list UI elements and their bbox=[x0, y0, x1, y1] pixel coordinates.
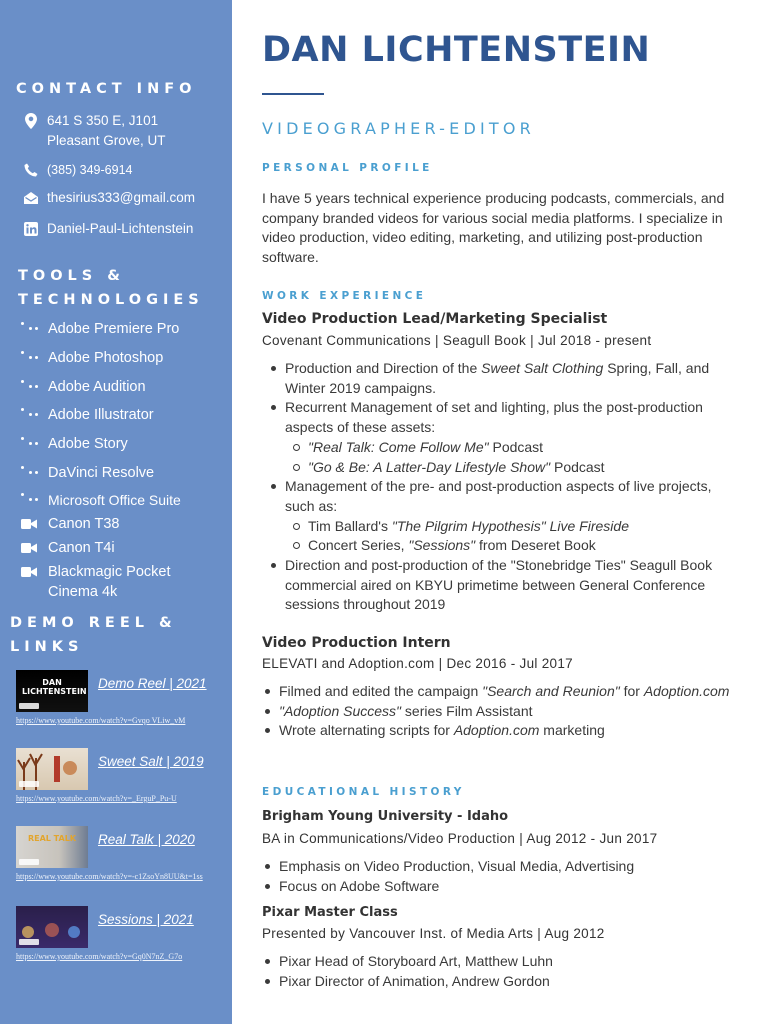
demo-url-link[interactable]: https://www.youtube.com/watch?v=Gq0N7nZ_G7o bbox=[16, 952, 183, 961]
edu2-title: Pixar Master Class bbox=[262, 905, 398, 920]
thumbnail-text: DAN LICHTENSTEIN bbox=[22, 678, 87, 696]
list-item: Filmed and edited the campaign "Search and Reunion" for Adoption.com bbox=[256, 682, 736, 702]
work-heading: WORK EXPERIENCE bbox=[262, 290, 427, 302]
tool-item bbox=[20, 348, 163, 368]
sub-list-item: Tim Ballard's "The Pilgrim Hypothesis" Live Fireside bbox=[285, 517, 742, 537]
camera-item bbox=[20, 538, 115, 558]
play-icon bbox=[19, 703, 39, 709]
linkedin-icon bbox=[22, 219, 40, 239]
camera-label-line: Canon T38 bbox=[48, 516, 120, 532]
dots-bullet-icon bbox=[20, 463, 48, 483]
role-title: VIDEOGRAPHER-EDITOR bbox=[262, 119, 535, 138]
demo-heading: DEMO REEL & LINKS bbox=[10, 615, 177, 655]
contact-phone bbox=[22, 160, 132, 180]
sub-list-item: "Real Talk: Come Follow Me" Podcast bbox=[285, 438, 742, 458]
phone-text[interactable]: (385) 349-6914 bbox=[47, 163, 133, 177]
location-pin-icon bbox=[22, 111, 40, 131]
tool-label: Adobe Photoshop bbox=[48, 350, 164, 366]
camera-label-line: Canon T4i bbox=[48, 540, 115, 556]
job2-sub: ELEVATI and Adoption.com | Dec 2016 - Jul 2017 bbox=[262, 656, 573, 671]
list-item: Production and Direction of the Sweet Salt Clothing Spring, Fall, and Winter 2019 campaigns. bbox=[262, 359, 742, 398]
education-heading: EDUCATIONAL HISTORY bbox=[262, 786, 465, 798]
demo-title-link[interactable]: Sessions | 2021 bbox=[98, 912, 194, 927]
camera-label bbox=[48, 514, 119, 534]
video-camera-icon bbox=[20, 538, 48, 558]
list-item: Management of the pre- and post-production aspects of live projects, such as: Tim Ballard's "The Pilgrim Hypothesis" Live Fireside Concert Series, "Sessions" from Deseret Book bbox=[262, 477, 742, 556]
demo-title-link[interactable]: Real Talk | 2020 bbox=[98, 832, 195, 847]
sub-list-item: Concert Series, "Sessions" from Deseret Book bbox=[285, 536, 742, 556]
demo-url-link[interactable]: https://www.youtube.com/watch?v=Gvqo VLiw_vM bbox=[16, 716, 186, 725]
tool-item bbox=[20, 377, 146, 397]
phone-icon bbox=[22, 160, 40, 180]
sub-list-item: "Go & Be: A Latter-Day Lifestyle Show" Podcast bbox=[285, 458, 742, 478]
video-thumbnail[interactable] bbox=[16, 748, 88, 790]
dots-bullet-icon bbox=[20, 319, 48, 339]
video-thumbnail[interactable] bbox=[16, 906, 88, 948]
list-item: Recurrent Management of set and lighting, plus the post-production aspects of these assets: "Real Talk: Come Follow Me" Podcast "Go & Be: A Latter-Day Lifestyle Show" Podcast bbox=[262, 398, 742, 477]
tool-label: Adobe Illustrator bbox=[48, 407, 154, 423]
title-divider bbox=[262, 93, 324, 95]
video-camera-icon bbox=[20, 514, 48, 534]
job1-title: Video Production Lead/Marketing Specialist bbox=[262, 311, 608, 327]
thumbnail-text: REAL TALK bbox=[27, 834, 77, 843]
dots-bullet-icon bbox=[20, 377, 48, 397]
job1-bullets bbox=[262, 359, 742, 615]
list-item: Emphasis on Video Production, Visual Media, Advertising bbox=[256, 857, 736, 877]
camera-item bbox=[20, 514, 119, 534]
tools-heading: TOOLS & TECHNOLOGIES bbox=[18, 268, 204, 308]
tool-label: Adobe Premiere Pro bbox=[48, 321, 180, 337]
dots-bullet-icon bbox=[20, 490, 48, 510]
tool-item bbox=[20, 490, 181, 510]
contact-email bbox=[22, 188, 195, 208]
camera-label bbox=[48, 562, 171, 602]
email-link[interactable]: thesirius333@gmail.com bbox=[47, 190, 196, 205]
linkedin-link[interactable]: Daniel-Paul-Lichtenstein bbox=[47, 221, 194, 236]
candidate-name: DAN LICHTENSTEIN bbox=[262, 30, 651, 70]
tool-label: Adobe Story bbox=[48, 436, 128, 452]
video-thumbnail[interactable] bbox=[16, 826, 88, 868]
job2-bullets bbox=[256, 682, 736, 741]
play-icon bbox=[19, 859, 39, 865]
edu1-title: Brigham Young University - Idaho bbox=[262, 809, 509, 824]
contact-address bbox=[22, 111, 166, 151]
list-item: "Adoption Success" series Film Assistant bbox=[256, 702, 736, 722]
sidebar bbox=[0, 0, 232, 1024]
demo-url-link[interactable]: https://www.youtube.com/watch?v=-c1ZsoYn8UU&t=1ss bbox=[16, 872, 203, 881]
list-item: Wrote alternating scripts for Adoption.com marketing bbox=[256, 721, 736, 741]
demo-title-link[interactable]: Demo Reel | 2021 bbox=[98, 676, 207, 691]
edu2-sub: Presented by Vancouver Inst. of Media Arts | Aug 2012 bbox=[262, 926, 605, 941]
contact-linkedin bbox=[22, 219, 193, 239]
edu2-bullets bbox=[256, 952, 736, 991]
camera-item bbox=[20, 562, 171, 602]
play-icon bbox=[19, 781, 39, 787]
address-line1: 641 S 350 E, J101 bbox=[47, 113, 159, 128]
dots-bullet-icon bbox=[20, 405, 48, 425]
address-line2: Pleasant Grove, UT bbox=[47, 133, 166, 148]
edu1-bullets bbox=[256, 857, 736, 896]
demo-title-link[interactable]: Sweet Salt | 2019 bbox=[98, 754, 204, 769]
camera-label-line: Blackmagic Pocket bbox=[48, 564, 171, 580]
list-item: Direction and post-production of the "Stonebridge Ties" Seagull Book commercial aired on KBYU primetime between General Conference sessions throughout 2019 bbox=[262, 556, 742, 615]
camera-label bbox=[48, 538, 115, 558]
tool-label: DaVinci Resolve bbox=[48, 465, 155, 481]
profile-text: I have 5 years technical experience producing podcasts, commercials, and company branded videos for various social media platforms. I specialize in video production, video editing, marketing, and utilizing post-production software. bbox=[262, 190, 725, 266]
list-item: Focus on Adobe Software bbox=[256, 877, 736, 897]
job2-title: Video Production Intern bbox=[262, 635, 451, 651]
profile-heading: PERSONAL PROFILE bbox=[262, 162, 433, 174]
list-item: Pixar Director of Animation, Andrew Gordon bbox=[256, 972, 736, 992]
tool-label: Microsoft Office Suite bbox=[48, 492, 181, 508]
contact-heading: CONTACT INFO bbox=[16, 81, 197, 97]
camera-label-line: Cinema 4k bbox=[48, 584, 118, 600]
video-thumbnail[interactable] bbox=[16, 670, 88, 712]
dots-bullet-icon bbox=[20, 434, 48, 454]
tool-item bbox=[20, 434, 128, 454]
dots-bullet-icon bbox=[20, 348, 48, 368]
edu1-sub: BA in Communications/Video Production | Aug 2012 - Jun 2017 bbox=[262, 831, 658, 846]
play-icon bbox=[19, 939, 39, 945]
envelope-icon bbox=[22, 188, 40, 208]
tool-item bbox=[20, 463, 154, 483]
demo-url-link[interactable]: https://www.youtube.com/watch?v=_ErguP_Pu-U bbox=[16, 794, 177, 803]
video-camera-icon bbox=[20, 562, 48, 582]
tool-item bbox=[20, 319, 179, 339]
tool-label: Adobe Audition bbox=[48, 379, 146, 395]
job1-sub: Covenant Communications | Seagull Book | Jul 2018 - present bbox=[262, 333, 652, 348]
list-item: Pixar Head of Storyboard Art, Matthew Luhn bbox=[256, 952, 736, 972]
tool-item bbox=[20, 405, 154, 425]
